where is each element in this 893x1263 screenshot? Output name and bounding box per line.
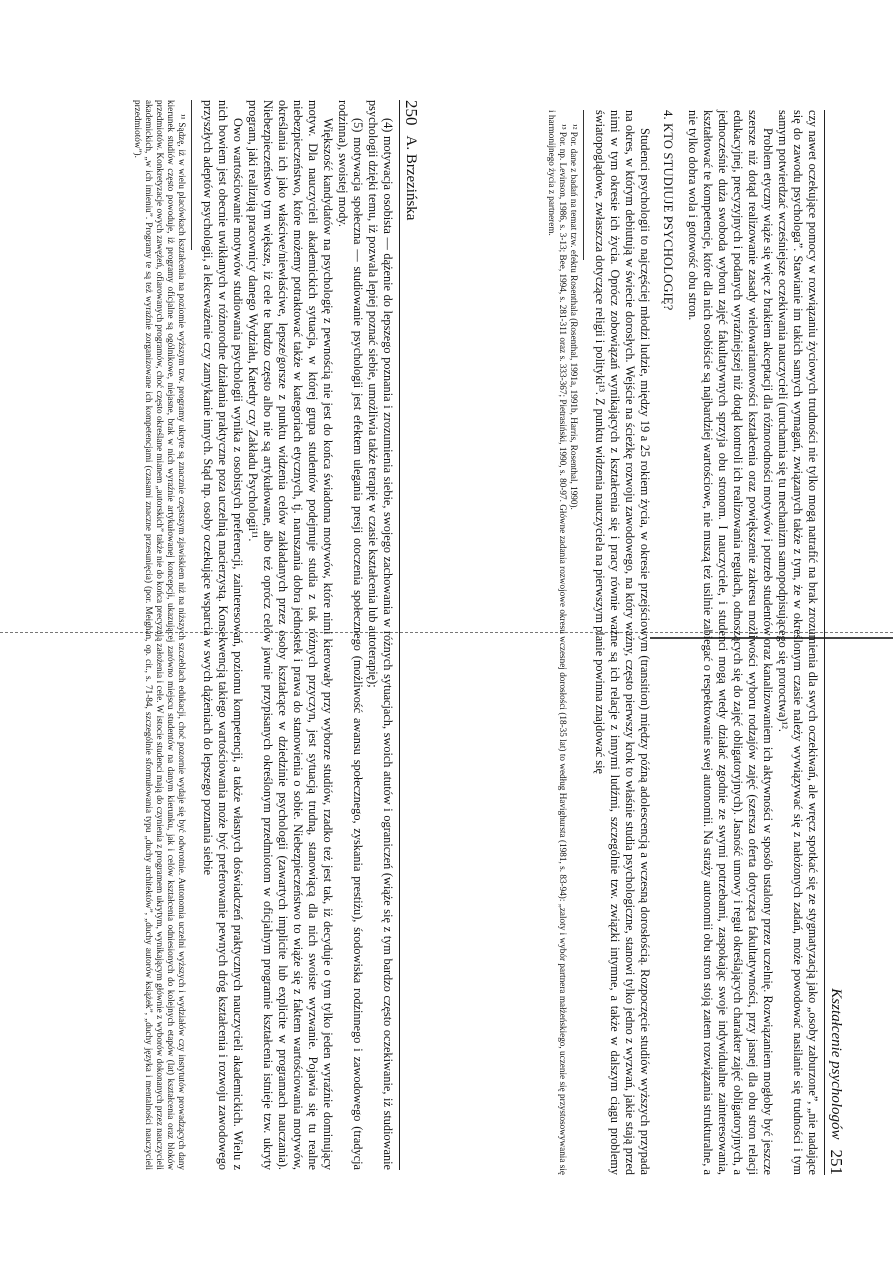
page-number: 251 — [827, 1149, 846, 1175]
right-page — [495, 110, 845, 1175]
paragraph: Problem etyczny wiąże się więc z brakiem akceptacji dla różnorodności motywów i potrzeb studentów oraz kanalizowaniem ich aktywności w sposób ustalony przez uczelnię. Rozwiązaniem mogłoby być jeszcze szersze niż dotąd realizowanie zasady wielowariantowości kształcenia oraz powiększenie zakresu możliwości wyboru rodzajów zajęć (szersza oferta dotycząca fakultatywności, przy jasnej dla obu stron relacji edukacyjnej, precyzyjnych i podanych wyraźniejszej niż dotąd kontroli ich realizowania regułach, odnoszących się do zajęć obligatoryjnych). Jasność umowy i reguł określających charakter zajęć obligatoryjnych, a jednocześnie duża swoboda wyboru zajęć fakultatywnych sprzyja obu stronom. I nauczyciele, i studenci mogą wtedy działać zgodnie ze swymi potrzebami, zaspokając swoje indywidualne zainteresowania, kształtować te kompetencje, które dla nich osobiście są najbardziej wartościowe, nie muszą też usilnie zabiegać o respektowanie swej autonomii. Na straży autonomii obu stron stoją zatem rozwiązania strukturalne, a nie tylko dobra wola i gotowość obu stron. — [686, 110, 775, 1175]
page-header — [399, 100, 420, 1170]
footnote: ¹² Por. dane z badań na temat tzw. efektu Rosenthala (Rosenthal, 1991a, 1991b, Harris, Rosenthal, 1990). — [569, 124, 579, 510]
running-author: A. Brzezińska — [403, 135, 419, 221]
footnote: ¹³ Por. np. Levinson, 1986, s. 3-13; Bee, 1994, s. 281-311 oraz s. 333-367; Pietrasiński, 1990, s. 80-97. Główne zadania rozwojowe okresu wczesnej dorosłości (18-35 lat) to według Havighursta (1981, s. 83-94): „zaloty i wybór partnera małżeńskiego, uczenie się przystosowywania się i harmonijnego życia z partnerem. — [547, 110, 568, 1175]
footnote: ¹¹ Sądzę, iż w wielu placówkach kształcenia na poziomie wyższym tzw. programy ukryte są znacznie częstszym zjawiskiem niż na niższych szczeblach edukacji, choć pozornie wydaje się być odwrotnie. Autonomia uczelni wyższych i wydziałów czy instytutów prowadzących dany kierunek studiów często powoduje, iż programy oficjalne są ogólnikowe, niejasne, brak w nich wyraźnie artykułowanej koncepcji, ukazującej zarówno miejscu studentów na danym kierunku, jak i celów kształcenia odniesionych do kolejnych etapów (lat) kształcenia oraz bloków przedmiotów. Konkretyzacje owych zawężeń, ofiarowanych programów, choć często określane mianem „autorskich” także nie do końca precyzują założenia i cele. W istocie studenci mają do czynienia z programem ukrytym, wynikającym głównie z wyborów dokonanych przez nauczycieli akademickich, „w ich imieniu”. Programy te są też wyraźnie zorganizowane ich kompetencjami (czasami znaczne przesunięcia) (por. Meighan, op. cit., s. 71-84, szczególnie sformułowania typu „duchy architektów”, „duchy autorów książek”, „duchy języka i mentalności nauczycieli przedmiotów”). — [133, 100, 187, 1170]
paragraph: (5) motywacja społeczna — studiowanie psychologii jest efektem ulegania presji otoczenia społecznego (możliwość awansu społecznego, zyskania prestiżu), środowiska rodzinnego i zawodowego (tradycja rodzinna), swoistej mody. — [336, 100, 365, 1170]
footnote-rule — [583, 110, 584, 260]
running-title: Kształcenie psychologów — [828, 988, 844, 1140]
paragraph: Większość kandydatów na psychologię z pewnością nie jest do końca świadoma motywów, które nimi kierowały przy wyborze studiów, rzadko też jest tak, iż decyduje o tym tylko jeden wyraźnie dominujący motyw. Dla nauczycieli akademickich sytuacja, w której grupa studentów podejmuje studia z tak różnych przyczyn, jest sytuacją trudną, stanowiącą dla nich swoiste wyzwanie. Pojawia się tu realne niebezpieczeństwo, które możemy potraktować także w kategoriach etycznych, tj. naruszania dobra jednostek i prawa do stanowienia o sobie. Niebezpieczeństwo to wiąże się z faktem wartościowania motywów, określania ich jako właściwe/niewłaściwe, lepsze/gorsze z punktu widzenia celów zakładanych przez osoby kształcące w dziedzinie psychologii (zawartych implicite lub explicite w programach nauczania). Niebezpieczeństwo tym większe, iż cele te bardzo często albo nie są artykułowane, albo też oprócz celów jawnie przypisanych określonym przedmiotom w oficjalnym programie kształcenia istnieje tzw. ukryty program, jaki realizują pracownicy danego Wydziału, Katedry czy Zakładu Psychologii¹¹. — [246, 100, 335, 1170]
paragraph: czy nawet oczekujące pomocy w rozwiązaniu życiowych trudności nie tylko mogą natrafić na brak zrozumienia dla swych oczekiwań, ale wręcz spotkać się ze stygmatyzacją jako „osoby zaburzone”, „nie nadające się do zawodu psychologa”. Stawianie im takich samych wymagań, związanych także z tym, że w określonym czasie należy wywiązywać się z nałożonych zadań, może powodować nasilanie się trudności i tym samym potwierdzać wcześniejsze oczekiwania nauczycieli (uruchamia się tu mechanizm samopodpisującego się proroctwa)¹². — [776, 110, 820, 1175]
paragraph: Owo wartościowanie motywów studiowania psychologii wynika z osobistych preferencji, zainteresowań, poziomu kompetencji, a także własnych doświadczeń praktycznych nauczycieli akademickich. Wielu z nich bowiem jest obecnie uwikłanych w różnorodne działania praktyczne poza uczelnią macierzystą. Konsekwencją takiego wartościowania może być preferowanie pewnych dróg kształcenia i rozwoju zawodowego przyszłych adeptów psychologii, a lekceważenie czy zamykanie innych. Stąd np. osoby oczekujące wsparcia w swych dążeniach do lepszego poznania siebie — [201, 100, 245, 1170]
footnote-rule — [191, 100, 192, 250]
page-header — [824, 110, 845, 1175]
paragraph: Studenci psychologii to najczęściej młodzi ludzie, między 19 a 25 rokiem życia, w okresie przejściowym (transition) między późną adolescencją a wczesną dorosłością. Rozpoczęcie studiów wyższych przypada na okres, w którym debiutują w świecie dorosłych. Wejście na ścieżkę rozwoju zawodowego, na który ważny, często pierwszy krok to właśnie studia psychologiczne, stanowi tylko jedno z wyzwań, jakie stają przed nimi w tym okresie ich życia. Oprócz zobowiązań wynikających z kształcenia się i pracy równie ważne są ich relacje z innymi ludźmi, szczególnie tzw. związki intymne, a także w dalszym ciągu problemy światopoglądowe, zwłaszcza dotyczące religii i polityki¹³. Z punktu widzenia nauczyciela na pierwszym planie powinna znajdować się — [593, 110, 652, 1175]
paragraph: (4) motywacja osobista — dążenie do lepszego poznania i zrozumienia siebie, swojego zachowania w różnych sytuacjach, swoich atutów i ograniczeń (wiąże się z tym bardzo często oczekiwanie, iż studiowanie psychologii dzięki temu, iż pozwala lepiej poznać siebie, umożliwia także terapię w czasie kształcenia lub autoterapię); — [366, 100, 395, 1170]
page-number: 250 — [402, 100, 421, 126]
section-heading: 4. KTO STUDIUJE PSYCHOLOGIĘ? — [661, 110, 675, 311]
left-page — [75, 100, 420, 1170]
